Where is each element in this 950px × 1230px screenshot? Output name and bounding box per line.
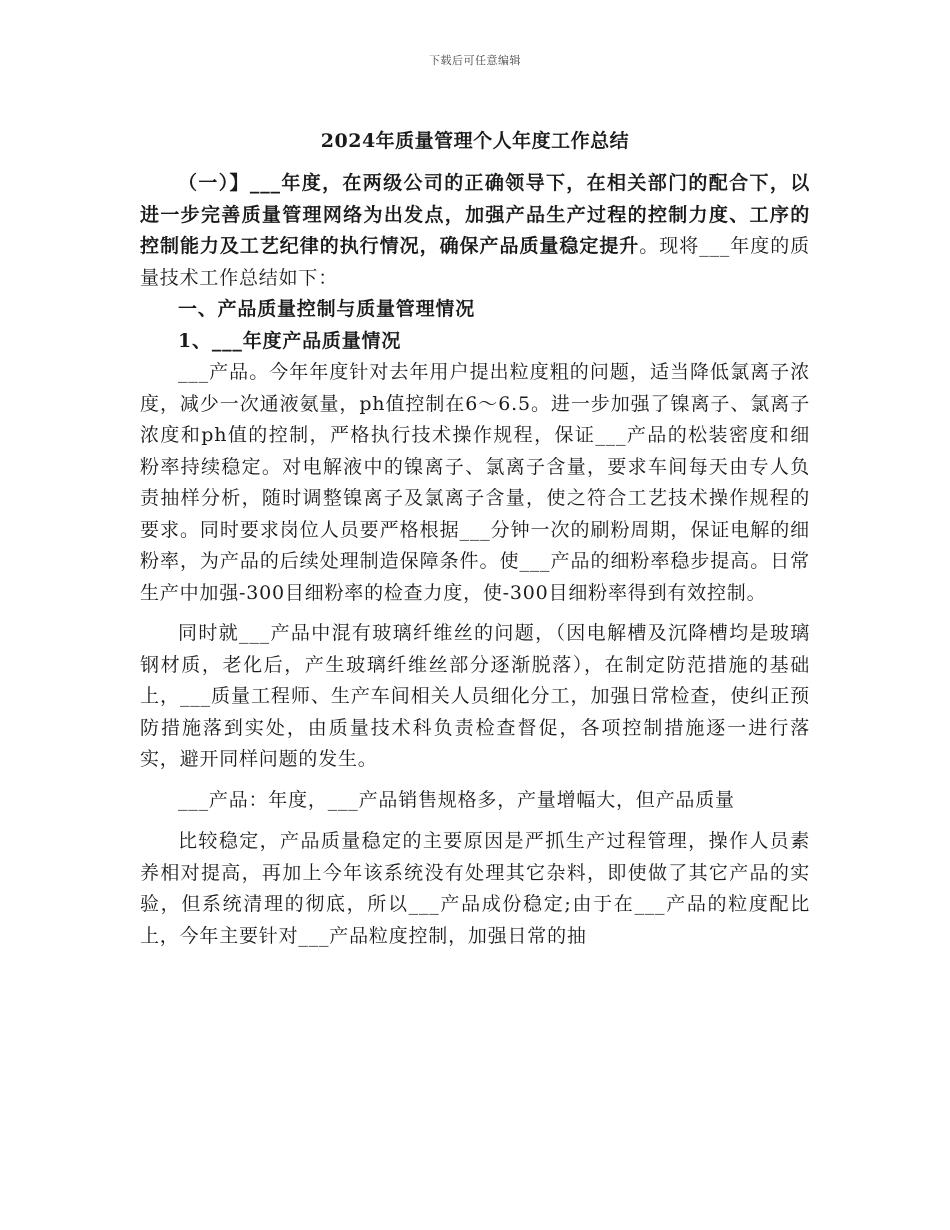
paragraph-2: 同时就___产品中混有玻璃纤维丝的问题，（因电解槽及沉降槽均是玻璃钢材质，老化后，产生玻璃纤维丝部分逐渐脱落），在制定防范措施的基础上，___质量工程师、生产车间相关人员细化分工，加强日常检查，使纠正预防措施落到实处，由质量技术科负责检查督促，各项控制措施逐一进行落实，避开同样问题的发生。 [140,622,810,770]
document-title: 2024年质量管理个人年度工作总结 [320,130,630,152]
intro-rest-text: 。现将___年度的质量技术工作总结如下： [140,235,810,289]
header-note: 下载后可任意编辑 [429,54,521,67]
intro-paragraph [140,168,810,294]
intro-bold-text: （一）】___年度，在两级公司的正确领导下，在相关部门的配合下，以进一步完善质量管理网络为出发点，加强产品生产过程的控制力度、工序的控制能力及工艺纪律的执行情况，确保产品质量稳定提升 [140,172,810,257]
paragraph-3: ___产品：年度，___产品销售规格多，产量增幅大，但产品质量 [178,788,735,811]
document-body [140,168,810,952]
paragraph-4: 比较稳定，产品质量稳定的主要原因是严抓生产过程管理，操作人员素养相对提高，再加上今年该系统没有处理其它杂料，即使做了其它产品的实验，但系统清理的彻底，所以___产品成份稳定;由于在___产品的粒度配比上，今年主要针对___产品粒度控制，加强日常的抽 [140,830,810,947]
section-heading: 一、产品质量控制与质量管理情况 [178,298,476,320]
paragraph-1: ___产品。今年年度针对去年用户提出粒度粗的问题，适当降低氯离子浓度，减少一次通液氨量，ph值控制在6～6.5。进一步加强了镍离子、氯离子浓度和ph值的控制，严格执行技术操作规程，保证___产品的松装密度和细粉率持续稳定。对电解液中的镍离子、氯离子含量，要求车间每天由专人负责抽样分析，随时调整镍离子及氯离子含量，使之符合工艺技术操作规程的要求。同时要求岗位人员要严格根据___分钟一次的刷粉周期，保证电解的细粉率，为产品的后续处理制造保障条件。使___产品的细粉率稳步提高。日常生产中加强-300目细粉率的检查力度，使-300目细粉率得到有效控制。 [140,361,810,604]
subsection-heading: 1、___年度产品质量情况 [178,329,402,352]
